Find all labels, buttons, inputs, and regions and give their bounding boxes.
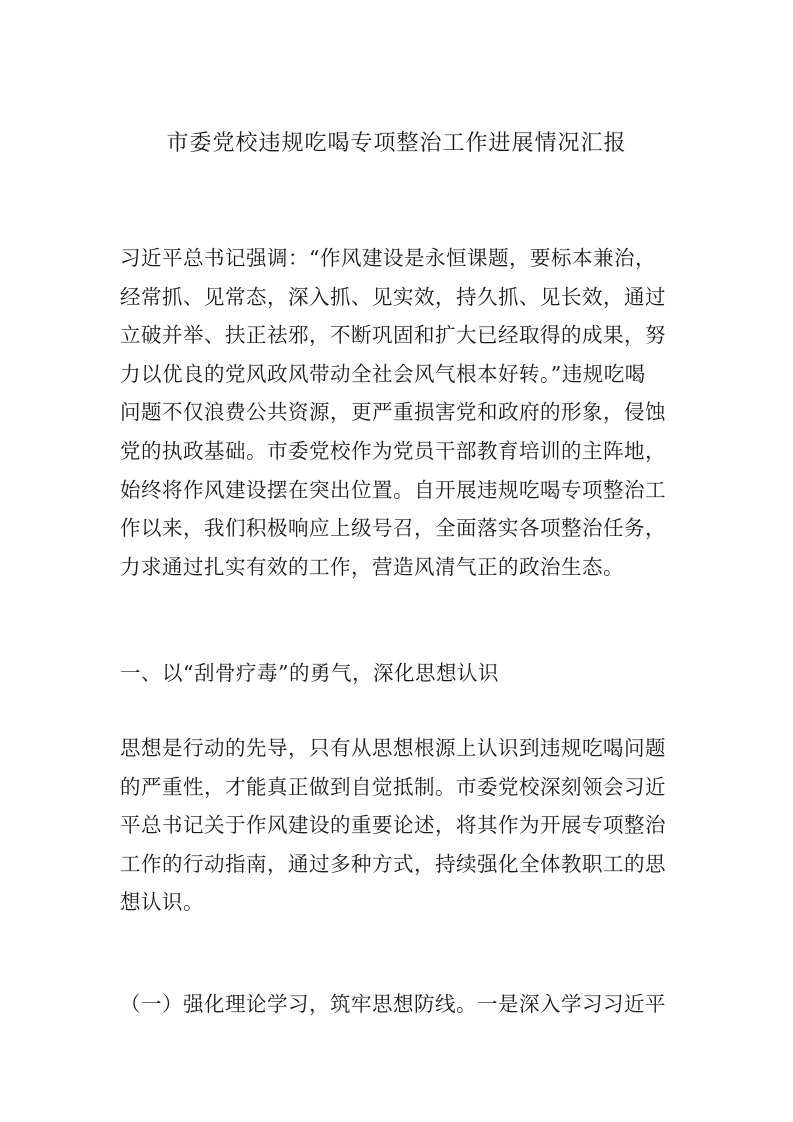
paragraph-line: 力求通过扎实有效的工作，营造风清气正的政治生态。: [120, 554, 624, 579]
paragraph-line: 工作的行动指南，通过多种方式，持续强化全体教职工的思: [120, 851, 666, 876]
document-title: 市委党校违规吃喝专项整治工作进展情况汇报: [166, 131, 627, 156]
paragraph-line: 党的执政基础。市委党校作为党员干部教育培训的主阵地，: [120, 438, 666, 463]
paragraph-line: （一）强化理论学习，筑牢思想防线。一是深入学习习近平: [120, 992, 666, 1016]
paragraph-line: 的严重性，才能真正做到自觉抵制。市委党校深刻领会习近: [120, 774, 666, 799]
paragraph-line: 作以来，我们积极响应上级号召，全面落实各项整治任务，: [120, 516, 666, 541]
paragraph-line: 经常抓、见常态，深入抓、见实效，持久抓、见长效，通过: [120, 284, 666, 309]
paragraph-line: 力以优良的党风政风带动全社会风气根本好转。”违规吃喝: [120, 361, 646, 386]
paragraph-line: 始终将作风建设摆在突出位置。自开展违规吃喝专项整治工: [120, 477, 666, 502]
paragraph-line: 问题不仅浪费公共资源，更严重损害党和政府的形象，侵蚀: [120, 400, 666, 425]
paragraph-line: 习近平总书记强调：“作风建设是永恒课题，要标本兼治，: [120, 246, 656, 270]
paragraph-line: 思想是行动的先导，只有从思想根源上认识到违规吃喝问题: [120, 736, 666, 760]
intro-paragraph: [120, 239, 680, 586]
section-1-paragraph: [120, 729, 680, 922]
section-heading: 一、以“刮骨疗毒”的勇气，深化思想认识: [120, 661, 499, 685]
subsection-paragraph: [120, 985, 680, 1024]
paragraph-line: 想认识。: [120, 890, 204, 915]
section-heading-1: [120, 654, 680, 693]
paragraph-line: 立破并举、扶正祛邪，不断巩固和扩大已经取得的成果，努: [120, 323, 666, 348]
paragraph-line: 平总书记关于作风建设的重要论述，将其作为开展专项整治: [120, 813, 666, 838]
